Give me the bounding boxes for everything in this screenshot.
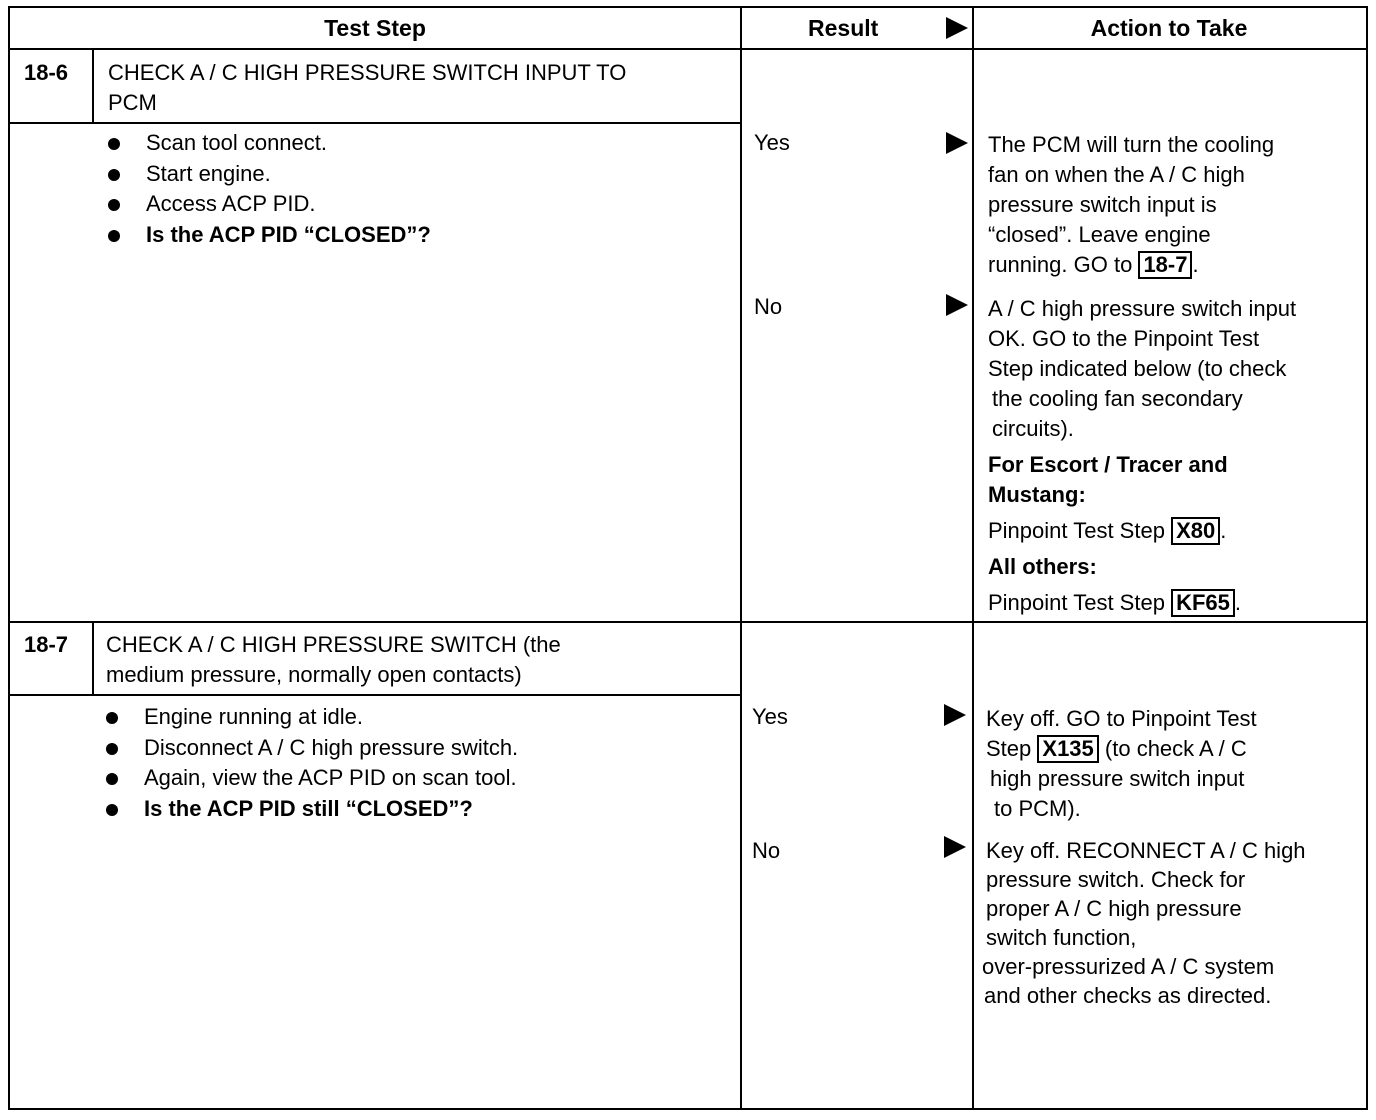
bullet-item: Disconnect A / C high pressure switch.	[104, 733, 518, 764]
step-title	[108, 58, 626, 118]
arrow-right-icon	[946, 132, 968, 154]
action-line: proper A / C high pressure	[986, 896, 1242, 921]
arrow-right-icon	[944, 836, 966, 858]
action-line: The PCM will turn the cooling	[988, 132, 1275, 157]
action-line: circuits).	[992, 416, 1074, 441]
header-test-step: Test Step	[10, 8, 740, 50]
step-title-line: PCM	[108, 90, 157, 115]
result-no: No	[754, 294, 783, 319]
step-title-line: medium pressure, normally open contacts)	[106, 662, 522, 687]
action-line: switch function,	[986, 925, 1137, 950]
step-number-divider-1	[92, 50, 94, 122]
step-ref-link[interactable]: KF65	[1171, 589, 1235, 617]
action-line	[986, 734, 1366, 764]
header-arrow-icon	[946, 17, 968, 39]
action-line: A / C high pressure switch input	[988, 296, 1297, 321]
action-line: pressure switch input is	[988, 192, 1217, 217]
bullet-question: Is the ACP PID “CLOSED”?	[106, 220, 431, 251]
step-row-divider	[10, 621, 1366, 623]
action-line: fan on when the A / C high	[988, 162, 1245, 187]
result-no: No	[752, 838, 781, 863]
action-line: the cooling fan secondary	[992, 386, 1243, 411]
bullet-item: Again, view the ACP PID on scan tool.	[104, 763, 518, 794]
action-line: to PCM).	[994, 796, 1081, 821]
action-text: Pinpoint Test Step	[988, 518, 1165, 543]
arrow-right-icon	[944, 704, 966, 726]
step-title	[106, 630, 561, 690]
action-line: Key off. GO to Pinpoint Test	[986, 706, 1257, 731]
bullet-item: Access ACP PID.	[106, 189, 431, 220]
bullet-item: Start engine.	[106, 159, 431, 190]
action-line: and other checks as directed.	[984, 983, 1272, 1008]
step-number: 18-6	[24, 60, 69, 85]
action-line: pressure switch. Check for	[986, 867, 1246, 892]
bullet-item: Scan tool connect.	[106, 128, 431, 159]
action-text: .	[1220, 518, 1227, 543]
action-yes	[986, 704, 1366, 824]
action-text: running. GO to	[988, 252, 1133, 277]
action-text: .	[1234, 590, 1241, 615]
action-text: Pinpoint Test Step	[988, 590, 1165, 615]
bullet-question: Is the ACP PID still “CLOSED”?	[104, 794, 518, 825]
step-ref-link[interactable]: 18-7	[1138, 251, 1192, 279]
action-line	[988, 250, 1368, 280]
action-line: Step indicated below (to check	[988, 356, 1287, 381]
step-bullet-list	[106, 128, 431, 250]
step-ref-link[interactable]: X80	[1171, 517, 1220, 545]
action-line: “closed”. Leave engine	[988, 222, 1211, 247]
action-no	[982, 836, 1366, 1010]
action-line	[988, 588, 1368, 618]
action-yes	[988, 130, 1368, 280]
test-step-table	[8, 6, 1368, 1110]
step-title-underline-1	[10, 122, 742, 124]
result-yes: Yes	[752, 704, 788, 729]
header-result	[740, 8, 972, 50]
header-result-label: Result	[808, 14, 879, 41]
column-divider-result	[740, 8, 742, 1108]
arrow-right-icon	[946, 294, 968, 316]
action-subheading: For Escort / Tracer and	[988, 452, 1228, 477]
step-bullet-list	[104, 702, 518, 824]
step-number-divider-2	[92, 622, 94, 694]
action-text: .	[1192, 252, 1199, 277]
action-text: Step	[986, 736, 1032, 761]
step-title-line: CHECK A / C HIGH PRESSURE SWITCH (the	[106, 632, 561, 657]
step-ref-link[interactable]: X135	[1037, 735, 1098, 763]
action-line	[988, 516, 1368, 546]
action-line: Key off. RECONNECT A / C high	[986, 838, 1306, 863]
column-divider-action	[972, 8, 974, 1108]
step-title-underline-2	[10, 694, 742, 696]
bullet-item: Engine running at idle.	[104, 702, 518, 733]
action-line: OK. GO to the Pinpoint Test	[988, 326, 1260, 351]
action-line: over-pressurized A / C system	[982, 954, 1275, 979]
step-title-line: CHECK A / C HIGH PRESSURE SWITCH INPUT TO	[108, 60, 627, 85]
header-action: Action to Take	[972, 8, 1366, 50]
action-no	[988, 294, 1368, 618]
action-line: high pressure switch input	[990, 766, 1245, 791]
result-yes: Yes	[754, 130, 790, 155]
action-text: (to check A / C	[1104, 736, 1247, 761]
step-number: 18-7	[24, 632, 69, 657]
action-subheading: Mustang:	[988, 482, 1086, 507]
action-subheading: All others:	[988, 554, 1097, 579]
